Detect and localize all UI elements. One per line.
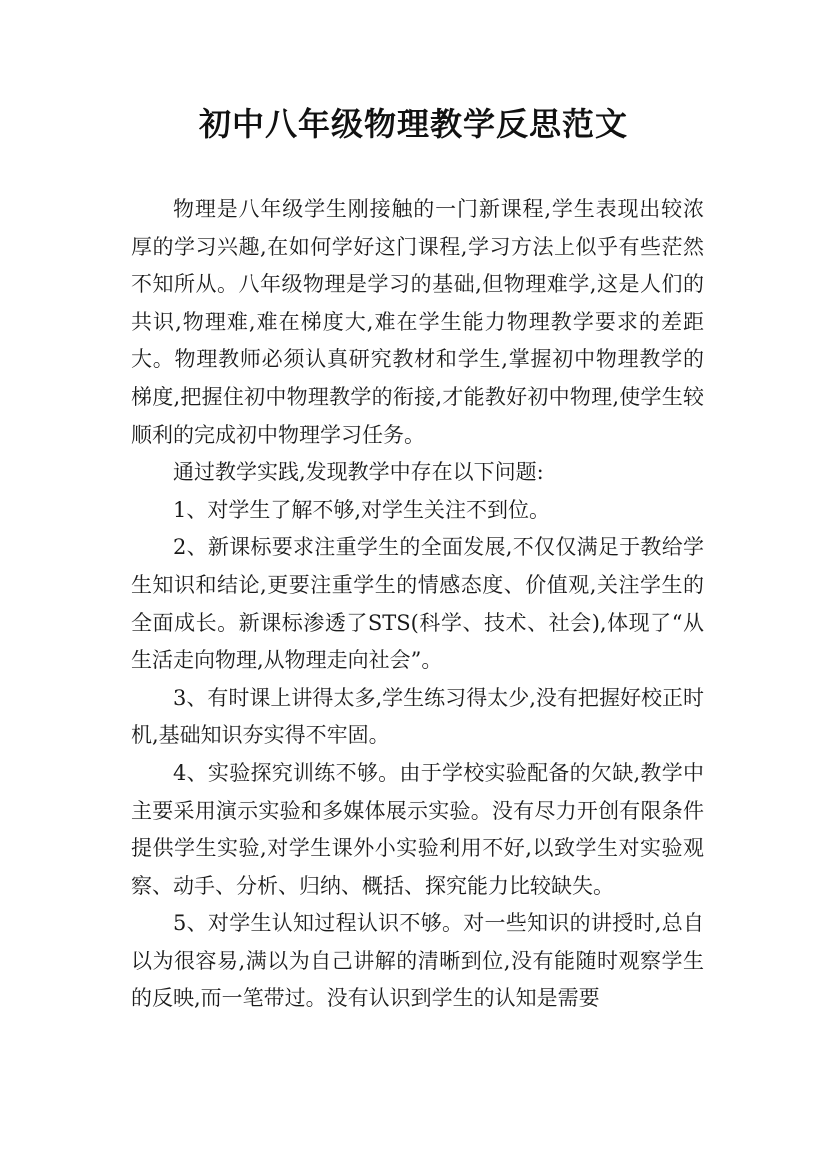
paragraph-problem-2: 2、新课标要求注重学生的全面发展,不仅仅满足于教给学生知识和结论,更要注重学生的情感态度、价值观,关注学生的全面成长。新课标渗透了STS(科学、技术、社会),体现了“从生活走向物理,从物理走向社会”。 xyxy=(131,535,704,673)
paragraph-problem-4: 4、实验探究训练不够。由于学校实验配备的欠缺,教学中主要采用演示实验和多媒体展示实验。没有尽力开创有限条件提供学生实验,对学生课外小实验利用不好,以致学生对实验观察、动手、分析、归纳、概括、探究能力比较缺失。 xyxy=(131,760,704,898)
document-body xyxy=(131,191,704,1018)
paragraph-problem-3: 3、有时课上讲得太多,学生练习得太少,没有把握好校正时机,基础知识夯实得不牢固。 xyxy=(131,685,704,748)
paragraph-problem-1: 1、对学生了解不够,对学生关注不到位。 xyxy=(173,497,551,522)
paragraph-problem-5: 5、对学生认知过程认识不够。对一些知识的讲授时,总自以为很容易,满以为自己讲解的清晰到位,没有能随时观察学生的反映,而一笔带过。没有认识到学生的认知是需要 xyxy=(131,911,704,1011)
paragraph-intro: 物理是八年级学生刚接触的一门新课程,学生表现出较浓厚的学习兴趣,在如何学好这门课程,学习方法上似乎有些茫然不知所从。八年级物理是学习的基础,但物理难学,这是人们的共识,物理难,难在梯度大,难在学生能力物理教学要求的差距大。物理教师必须认真研究教材和学生,掌握初中物理教学的梯度,把握住初中物理教学的衔接,才能教好初中物理,使学生较顺利的完成初中物理学习任务。 xyxy=(131,197,704,447)
document-title: 初中八年级物理教学反思范文 xyxy=(198,105,628,143)
paragraph-problems-lead: 通过教学实践,发现教学中存在以下问题: xyxy=(173,460,544,485)
